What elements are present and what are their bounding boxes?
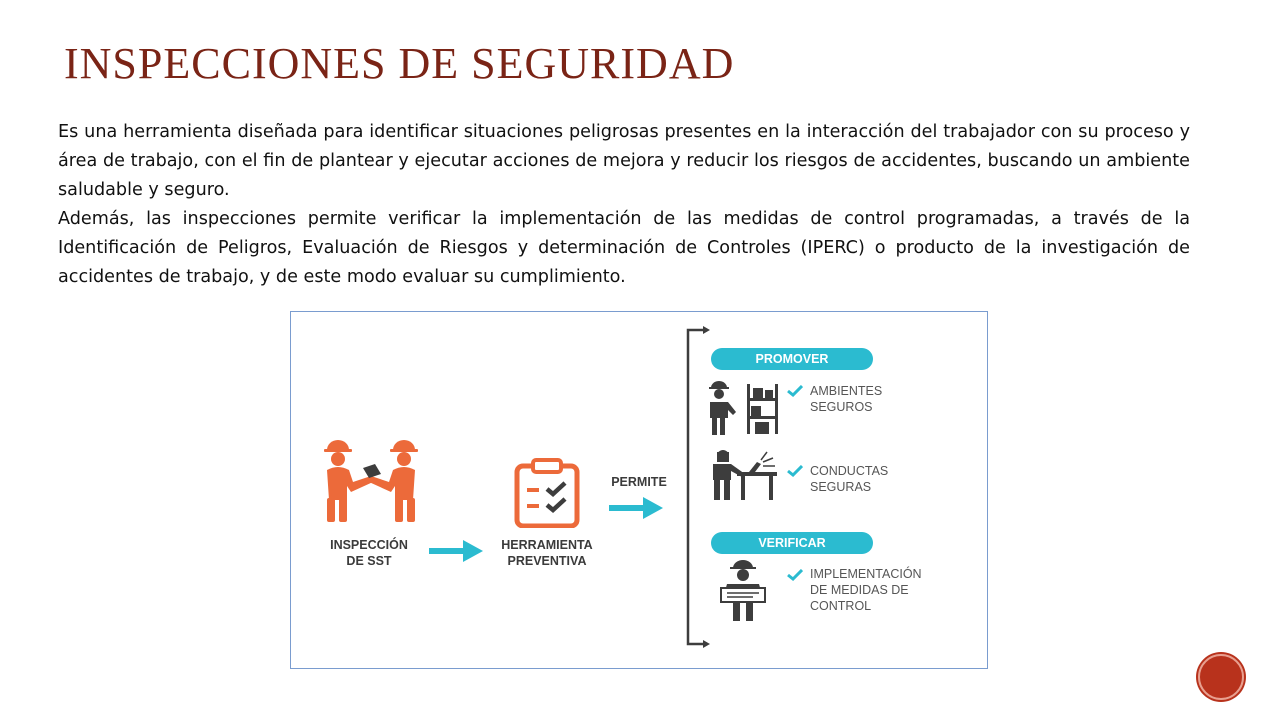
check-icon: [787, 465, 803, 477]
two-workers-icon: [319, 438, 423, 524]
verificar-badge: VERIFICAR: [711, 532, 873, 554]
inspeccion-label: INSPECCIÓN DE SST: [330, 538, 408, 568]
herramienta-label: HERRAMIENTA PREVENTIVA: [501, 538, 593, 568]
worker-shelves-icon: [707, 380, 783, 436]
promover-badge: PROMOVER: [711, 348, 873, 370]
check-icon: [787, 385, 803, 397]
ambientes-label: AMBIENTES SEGUROS: [810, 384, 883, 414]
paragraph-2: Además, las inspecciones permite verificar la implementación de las medidas de control programadas, a través de la Identificación de Peligros, Evaluación de Riesgos y determinación de Controles (IPERC) o producto de la investigación de accidentes de trabajo, y de este modo evaluar su cumplimiento.: [58, 209, 1190, 287]
permite-label: PERMITE: [611, 475, 667, 489]
body-text: [58, 118, 1190, 292]
worker-document-icon: [717, 560, 769, 622]
slide-nav-button[interactable]: [1198, 654, 1244, 700]
paragraph-1: Es una herramienta diseñada para identificar situaciones peligrosas presentes en la interacción del trabajador con su proceso y área de trabajo, con el fin de plantear y ejecutar acciones de mejora y reducir los riesgos de accidentes, buscando un ambiente saludable y seguro.: [58, 122, 1190, 200]
arrow-right-icon: [609, 497, 663, 519]
page-title: INSPECCIONES DE SEGURIDAD: [64, 39, 735, 88]
implementacion-label: IMPLEMENTACIÓN DE MEDIDAS DE CONTROL: [810, 567, 922, 613]
worker-welding-icon: [709, 448, 781, 502]
inspection-diagram: [290, 311, 988, 669]
conductas-label: CONDUCTAS SEGURAS: [810, 464, 889, 494]
bracket-icon: [681, 326, 711, 648]
check-icon: [787, 569, 803, 581]
arrow-right-icon: [429, 540, 483, 562]
clipboard-icon: [513, 458, 581, 528]
